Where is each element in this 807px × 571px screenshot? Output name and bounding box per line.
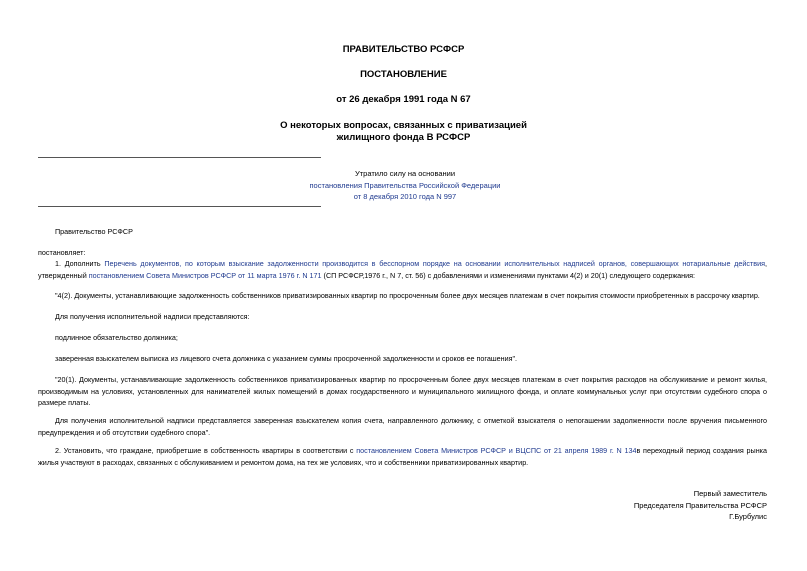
list-of-documents-link[interactable]: Перечень документов, по которым взыскание задолженности производится в бесспорном порядке на основании исполнительных надписей органов, совершающих нотариальные действия xyxy=(104,259,765,268)
p1-mid: , утвержденный xyxy=(38,259,767,280)
paragraph-4-2: "4(2). Документы, устанавливающие задолженность собственников приватизированных квартир по просроченным более двух месяцев платежам в счет покрытия стоимости приобретенных в рассрочку квартир. xyxy=(55,291,760,300)
decrees-text: постановляет: xyxy=(38,248,86,257)
paragraph-notary-copy: Для получения исполнительной надписи представляется заверенная взыскателем копия счета, направленного должнику, с отметкой взыскателя о непогашении задолженности после вручения письменного предупреждения и об отсутствии судебного спора". xyxy=(38,416,767,437)
paragraph-account-extract: заверенная взыскателем выписка из лицевого счета должника с указанием суммы просроченной задолженности и сроков ее погашения". xyxy=(55,354,518,363)
signature-position: Первый заместитель xyxy=(693,489,767,498)
signature-block xyxy=(634,488,767,523)
repeal-note xyxy=(300,168,510,203)
p8-end: в переходный период создания рынка жилья участвуют в расходах, связанных с обслуживанием и ремонтом дома, на тех же условиях, что и собственники приватизированных квартир. xyxy=(38,446,767,467)
top-divider xyxy=(38,157,321,158)
p1-start: 1. Дополнить xyxy=(55,259,105,268)
issuer-text: Правительство РСФСР xyxy=(55,227,133,236)
paragraph-2 xyxy=(38,445,767,468)
resolution-1976-link[interactable]: постановлением Совета Министров РСФСР от 11 марта 1976 г. N 171 xyxy=(88,270,322,280)
signature-title: Председателя Правительства РСФСР xyxy=(633,500,767,510)
document-title-line2: жилищного фонда В РСФСР xyxy=(336,132,471,143)
p1-end: (СП РСФСР,1976 г., N 7, ст. 56) с добавлениями и изменениями пунктами 4(2) и 20(1) следующего содержания: xyxy=(321,270,696,280)
paragraph-original-obligation: подлинное обязательство должника; xyxy=(55,333,178,342)
p8-start: 2. Установить, что граждане, приобретшие в собственность квартиры в соответствии с xyxy=(55,446,357,455)
paragraph-1 xyxy=(38,258,767,281)
signature-name: Г.Бурбулис xyxy=(729,512,767,521)
repeal-link-line1[interactable]: постановления Правительства Российской Федерации xyxy=(309,180,501,190)
doc-type-heading: ПОСТАНОВЛЕНИЕ xyxy=(360,69,447,80)
date-number-heading: от 26 декабря 1991 года N 67 xyxy=(336,94,471,105)
paragraph-20-1: "20(1). Документы, устанавливающие задолженность собственников приватизированных квартир по просроченным более двух месяцев платежам в счет покрытия расходов на обслуживание и ремонт жилья, производимым на условиях, установленных для нанимателей жилых помещений в домах государственного и муниципального жилищного фонда, и оплате коммунальных услуг при отсутствии судебного спора о размере платы. xyxy=(38,375,767,407)
repeal-link-line2[interactable]: от 8 декабря 2010 года N 997 xyxy=(353,192,457,201)
bottom-divider xyxy=(38,206,321,207)
paragraph-required-docs: Для получения исполнительной надписи представляются: xyxy=(55,312,250,321)
document-title-line1: О некоторых вопросах, связанных с приватизацией xyxy=(280,120,527,131)
repeal-note-text: Утратило силу на основании xyxy=(354,169,456,178)
government-heading: ПРАВИТЕЛЬСТВО РСФСР xyxy=(342,44,465,55)
resolution-1989-link[interactable]: постановлением Совета Министров РСФСР и ВЦСПС от 21 апреля 1989 г. N 134 xyxy=(356,446,637,455)
